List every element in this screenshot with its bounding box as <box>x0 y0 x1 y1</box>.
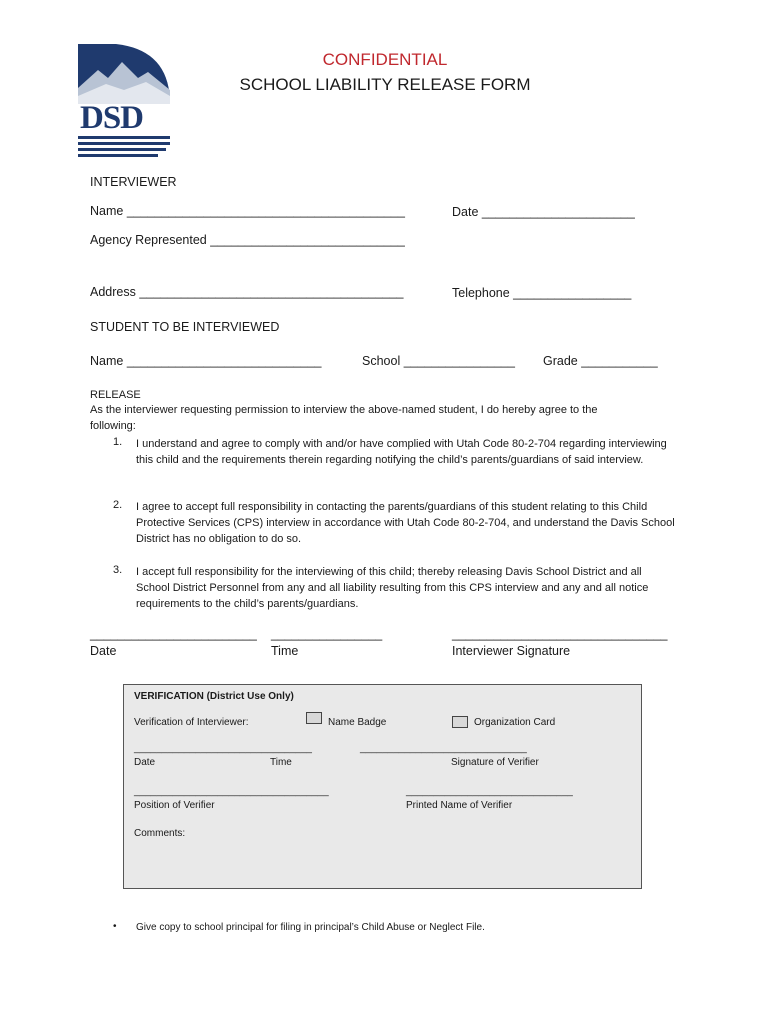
signature-date-label: Date <box>90 644 117 658</box>
verifier-signature-line[interactable]: ______________________________ <box>360 743 527 754</box>
release-intro-line2: following: <box>90 420 136 432</box>
release-item-text: I understand and agree to comply with and/or have complied with Utah Code 80-2-704 regarding interviewing this child and the requirements therein regarding notifying the child’s parents/guardians of said interview. <box>136 438 667 466</box>
interviewer-signature-line[interactable]: _______________________________ <box>452 627 668 641</box>
release-intro-line1: As the interviewer requesting permission to interview the above-named student, I do hereby agree to the <box>90 404 598 416</box>
logo-text: DSD <box>80 100 144 136</box>
verification-of-interviewer-label: Verification of Interviewer: <box>134 717 249 728</box>
signature-date-line[interactable]: ________________________ <box>90 627 257 641</box>
confidential-label: CONFIDENTIAL <box>322 50 448 69</box>
footer-note: Give copy to school principal for filing in principal’s Child Abuse or Neglect File. <box>136 922 485 933</box>
signature-time-label: Time <box>271 644 299 658</box>
organization-card-checkbox[interactable] <box>452 716 468 728</box>
organization-card-label: Organization Card <box>474 717 556 728</box>
interviewer-name-field[interactable]: Name ________________________________________ <box>90 204 405 218</box>
agency-field[interactable]: Agency Represented ____________________________ <box>90 233 405 247</box>
form-title: SCHOOL LIABILITY RELEASE FORM <box>239 75 531 94</box>
verifier-date-label: Date <box>134 757 156 768</box>
student-name-field[interactable]: Name ____________________________ <box>90 354 322 368</box>
school-field[interactable]: School ________________ <box>362 354 515 368</box>
bullet-icon: • <box>113 921 117 932</box>
verifier-date-time-line[interactable]: ________________________________ <box>134 743 312 754</box>
signature-time-line[interactable]: ________________ <box>271 627 383 641</box>
student-heading: STUDENT TO BE INTERVIEWED <box>90 320 280 334</box>
address-field[interactable]: Address ______________________________________ <box>90 285 404 299</box>
name-badge-checkbox[interactable] <box>306 712 322 724</box>
name-badge-label: Name Badge <box>328 717 387 728</box>
release-item-number: 2. <box>113 499 123 511</box>
printed-name-of-verifier-label: Printed Name of Verifier <box>406 800 513 811</box>
interviewer-date-field[interactable]: Date ______________________ <box>452 205 635 219</box>
release-item-number: 3. <box>113 564 123 576</box>
verifier-time-label: Time <box>270 757 292 768</box>
verifier-signature-label: Signature of Verifier <box>451 757 539 768</box>
telephone-field[interactable]: Telephone _________________ <box>452 286 632 300</box>
grade-field[interactable]: Grade ___________ <box>543 354 658 368</box>
interviewer-heading: INTERVIEWER <box>90 175 177 189</box>
interviewer-signature-label: Interviewer Signature <box>452 644 571 658</box>
release-item-text: I accept full responsibility for the interviewing of this child; thereby releasing Davis School District and all School District Personnel from any and all liability resulting from this CPS interview and any and all notice requirements to the child’s parents/guardians. <box>136 566 649 610</box>
verification-heading: VERIFICATION (District Use Only) <box>134 691 294 702</box>
release-item-number: 1. <box>113 436 123 448</box>
position-of-verifier-label: Position of Verifier <box>134 800 215 811</box>
release-item-text: I agree to accept full responsibility in contacting the parents/guardians of this student relating to this Child Protective Services (CPS) interview in accordance with Utah Code 80-2-704, and understand the Davis School District has no obligation to do so. <box>136 501 675 545</box>
printed-name-of-verifier-line[interactable]: ______________________________ <box>406 786 573 797</box>
release-heading: RELEASE <box>90 389 141 401</box>
position-of-verifier-line[interactable]: ___________________________________ <box>134 786 329 797</box>
verification-box <box>123 684 642 889</box>
comments-label: Comments: <box>134 828 186 839</box>
